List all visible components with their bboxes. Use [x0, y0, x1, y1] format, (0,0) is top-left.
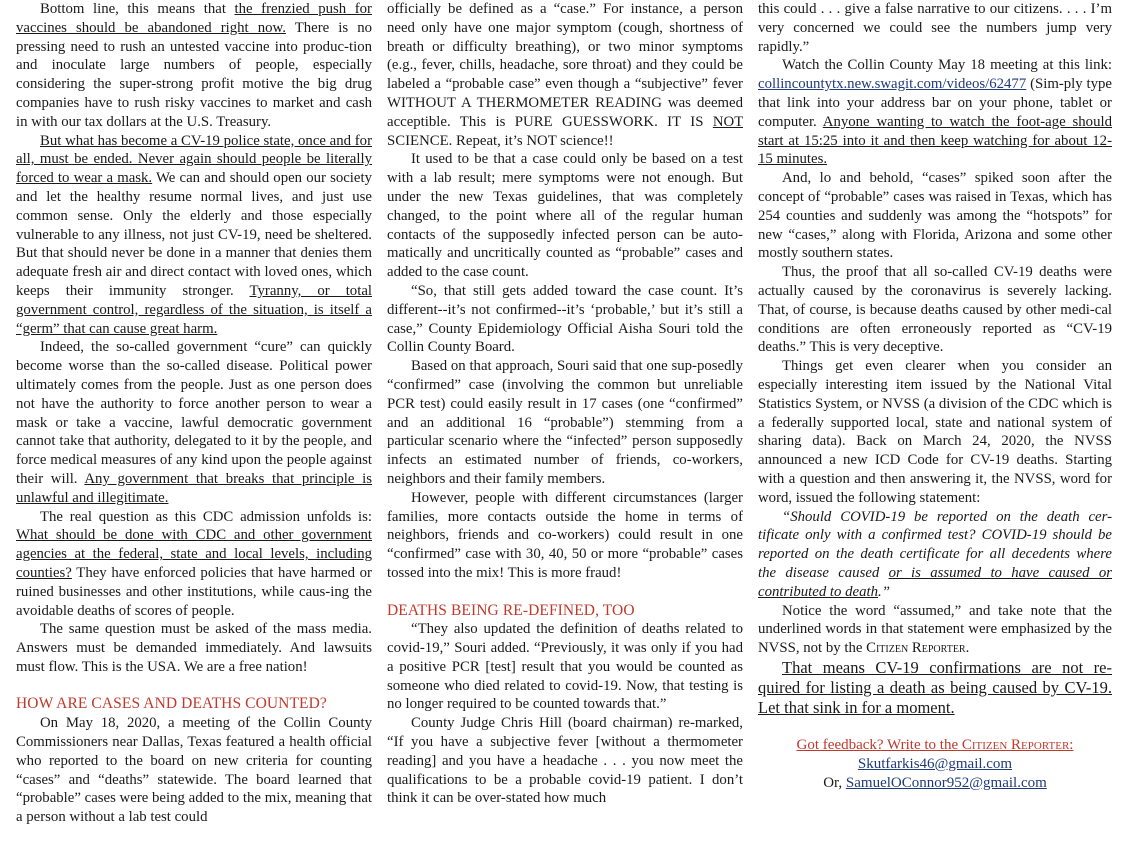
underlined-text: Any government that breaks that principle is unlawful and illegitimate.: [16, 470, 372, 506]
underlined-text: What should be done with CDC and other government agencies at the federal, state and local levels, including counties?: [16, 527, 372, 581]
emphasis-block: [758, 658, 1112, 718]
paragraph: “They also updated the definition of deaths related to covid-19,” Souri added. “Previously, it was only if you had a positive PCR [test] result that you would be counted as someone who died related to covid-19. Now, that testing is no longer required to be counted towards that.”: [387, 621, 743, 713]
email-line-2: Or, SamuelOConnor952@gmail.com: [823, 774, 1047, 791]
emphasis-paragraph: That means CV-19 confirmations are not re-quired for listing a death as being caused by CV-19. Let that sink in for a moment.: [758, 657, 1112, 717]
email-link-2[interactable]: SamuelOConnor952@gmail.com: [845, 774, 1047, 791]
paragraph: Bottom line, this means that the frenzied push for vaccines should be abandoned right now. There is no pressing need to rush an untested vaccine into produc-tion and inoculate large numbers of people, especially considering the super-strong profit motive the big drug companies have to rush risky vaccines to market and cash in with our tax dollars at the U.S. Treasury.: [16, 1, 372, 130]
paragraph: The same question must be asked of the mass media. Answers must be demanded immediately. And lawsuits must flow. This is the USA. We are a free nation!: [16, 621, 372, 675]
paragraph: But what has become a CV-19 police state, once and for all, must be ended. Never again should people be literally forced to wear a mask. We can and should open our society and let the healthy resume normal lives, and just use common sense. Only the elderly and those especially vulnerable to any illness, not just CV-19, need be sheltered. But that should never be done in a manner that denies them adequate fresh air and direct contact with loved ones, which keeps their immunity stronger. Tyranny, or total government control, regardless of the situation, is itself a “germ” that can cause great harm.: [16, 132, 372, 337]
nvss-quote: “Should COVID-19 be reported on the death cer-tificate only with a confirmed test? COVID-19 should be reported on the death certificate for all decedents where the disease caused or is assumed to have caused or contributed to death.”: [758, 508, 1112, 600]
paragraph: Thus, the proof that all so-called CV-19 deaths were actually caused by the coronavirus is severely lacking. That, of course, is because deaths caused by other medi-cal conditions are often erroneously reported as “CV-19 deaths.” This is very deceptive.: [758, 264, 1112, 356]
section-heading: DEATHS BEING RE-DEFINED, TOO: [387, 601, 635, 619]
paragraph: And, lo and behold, “cases” spiked soon after the concept of “probable” cases was raised in Texas, which has 254 counties and suddenly was among the “hotspots” for new “cases,” along with Florida, Arizona and some other mostly southern states.: [758, 170, 1112, 262]
column-2: [387, 0, 743, 865]
paragraph: However, people with different circumstances (larger families, more contacts outside the home in terms of neighbors, friends and co-workers) could result in one “confirmed” case with 30, 40, 50 or more “probable” cases tossed into the mix! This is more fraud!: [387, 489, 743, 581]
paragraph: It used to be that a case could only be based on a test with a lab result; mere symptoms were not enough. But under the new Texas guidelines, that was completely changed, to the point where all of the regular human contacts of the supposedly infected person can be auto-matically and uncritically counted as “probable” cases and added to the case count.: [387, 151, 743, 281]
email-link-1[interactable]: Skutfarkis46@gmail.com: [857, 755, 1013, 772]
paragraph: “So, that still gets added toward the case count. It’s different--it’s not confirmed--it’s ‘probable,’ but it’s still a case,” County Epidemiology Official Aisha Souri told the Collin County Board.: [387, 282, 743, 356]
publication-name: Citizen Reporter:: [961, 736, 1074, 753]
paragraph: Things get even clearer when you consider an especially interesting item issued by the National Vital Statistics System, or NVSS (a division of the CDC which is a federally supported local, state and national system of sharing data). Back on March 24, 2020, the NVSS announced a new ICD Code for CV-19 deaths. Starting with a question and then answering it, the NVSS, word for word, issued the following statement:: [758, 358, 1112, 506]
paragraph: The real question as this CDC admission unfolds is: What should be done with CDC and other government agencies at the federal, state and local levels, including counties? They have enforced policies that have harmed or ruined businesses and other institutions, while caus-ing the avoidable deaths of scores of people.: [16, 508, 372, 619]
feedback-line: Got feedback? Write to the Citizen Reporter:: [796, 736, 1074, 753]
paragraph: Based on that approach, Souri said that one sup-posedly “confirmed” case (involving the common but unreliable PCR test) could easily result in 17 cases (one “confirmed” and an additional 16 “probable”) stemming from a particular scenario where the “infected” person supposedly infects an estimated number of friends, co-workers, neighbors and their family members.: [387, 358, 743, 487]
paragraph: Watch the Collin County May 18 meeting at this link: collincountytx.new.swagit.com/videos/62477 (Sim-ply type that link into your address bar on your phone, tablet or computer. Anyone wanting to watch the foot-age should start at 15:25 into it and then keep watching for about 12-15 minutes.: [758, 57, 1112, 168]
underlined-text: NOT: [712, 113, 743, 130]
column-3: [758, 0, 1112, 865]
underlined-text: the frenzied push for vaccines should be abandoned right now.: [16, 1, 372, 36]
feedback-footer: [758, 736, 1112, 793]
underlined-text: But what has become a CV-19 police state, once and for all, must be ended. Never again should people be literally forced to wear a mask.: [16, 132, 372, 187]
paragraph: On May 18, 2020, a meeting of the Collin County Commissioners near Dallas, Texas featured a health official who reported to the board on new criteria for counting “cases” and “deaths” statewide. The board learned that “probable” cases were being added to the mix, meaning that a person without a lab test could: [16, 715, 372, 826]
paragraph: Notice the word “assumed,” and take note that the underlined words in that statement were emphasized by the NVSS, not by the Citizen Reporter.: [758, 602, 1112, 657]
paragraph: Indeed, the so-called government “cure” can quickly become worse than the so-called disease. Political power ultimately comes from the people. Just as one person does not have the authority to force another person to wear a mask or take a vaccine, lawful democratic government cannot take that authority, delegated to it by the people, and force medical measures of any kind upon the people against their will. Any government that breaks that principle is unlawful and illegitimate.: [16, 339, 372, 506]
paragraph: County Judge Chris Hill (board chairman) re-marked, “If you have a subjective fever [without a thermometer reading] and you have a headache . . . you now meet the qualifications to be a probable covid-19 patient. I don’t think it can be over-stated how much: [387, 715, 743, 807]
underlined-text: Anyone wanting to watch the foot-age should start at 15:25 into it and then keep watching for about 12-15 minutes.: [758, 113, 1112, 168]
paragraph: this could . . . give a false narrative to our citizens. . . . I’m very concerned we could see the numbers jump very rapidly.”: [758, 1, 1112, 55]
underlined-text: or is assumed to have caused or contributed to death: [758, 564, 1112, 600]
publication-name: Citizen Reporter: [866, 640, 966, 657]
underlined-text: Tyranny, or total government control, regardless of the situation, is itself a “germ” that can cause great harm.: [16, 282, 372, 337]
video-link[interactable]: collincountytx.new.swagit.com/videos/62477: [758, 76, 1027, 93]
section-heading: HOW ARE CASES AND DEATHS COUNTED?: [16, 695, 327, 713]
paragraph: officially be defined as a “case.” For instance, a person need only have one major symptom (cough, shortness of breath or difficulty breathing), or two minor symptoms (e.g., fever, chills, headache, sore throat) and they could be labeled a “probable case” even though a “subjective” fever WITHOUT A THERMOMETER READING was deemed acceptible. This is PURE GUESSWORK. IT IS NOT SCIENCE. Repeat, it’s NOT science!!: [387, 1, 743, 149]
column-1: [16, 0, 372, 865]
email-line-1: [758, 755, 1112, 774]
